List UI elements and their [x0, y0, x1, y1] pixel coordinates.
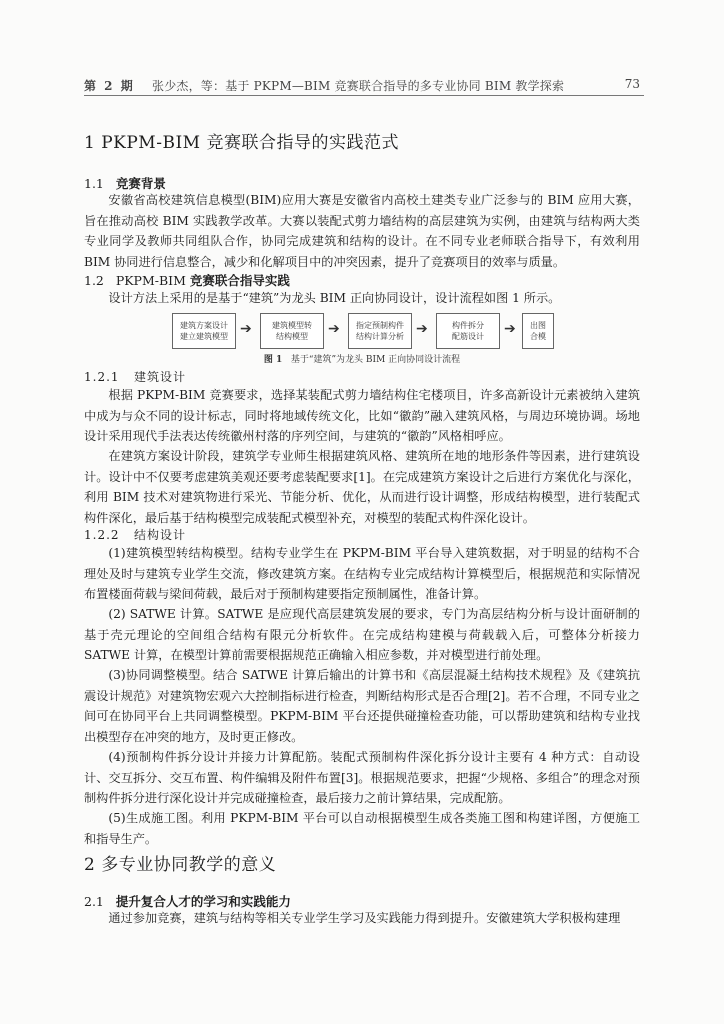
section-2-title: 2 多专业协同教学的意义: [84, 855, 277, 875]
structure-item-4: (4)预制构件拆分设计并接力计算配筋。装配式预制构件深化拆分设计主要有 4 种方式：自动设计、交互拆分、交互布置、构件编辑及附件布置[3]。根据规范要求，把握“少规格、多组合”的理念对预制构件拆分进行深化设计并完成碰撞检查，最后接力之前计算结果，完成配筋。: [84, 750, 640, 805]
flow-step-1: [172, 313, 236, 349]
running-title: 张少杰，等：基于 PKPM—BIM 竞赛联合指导的多专业协同 BIM 教学探索: [152, 79, 565, 93]
paragraph-1-1: 安徽省高校建筑信息模型(BIM)应用大赛是安徽省内高校土建类专业广泛参与的 BIM 应用大赛，旨在推动高校 BIM 实践教学改革。大赛以装配式剪力墙结构的高层建筑为实例，由建筑与结构两大类专业同学及教师共同组队合作，协同完成建筑和结构的设计。在不同专业老师联合指导下，有效利用 BIM 协同进行信息整合，减少和化解项目中的冲突因素，提升了竞赛项目的效率与质量。: [84, 193, 640, 269]
subsection-1-2-heading: [84, 271, 290, 289]
header-rule: [84, 95, 644, 96]
flow-arrow: ➔: [328, 321, 340, 337]
flow-step-line: 结构模型: [276, 332, 308, 341]
structure-item-1: (1)建筑模型转结构模型。结构专业学生在 PKPM-BIM 平台导入建筑数据，对于明显的结构不合理处及时与建筑专业学生交流，修改建筑方案。在结构专业完成结构计算模型后，根据规范和实际情况布置楼面荷载与梁间荷载，最后对于预制构建要指定预制属性，准备计算。: [84, 546, 640, 601]
structure-item-5: (5)生成施工图。利用 PKPM-BIM 平台可以自动根据模型生成各类施工图和构建详图，方便施工和指导生产。: [84, 811, 640, 846]
subsection-title: 提升复合人才的学习和实践能力: [115, 894, 291, 909]
flow-step-3: [348, 313, 412, 349]
flow-step-line: 结构计算分析: [356, 332, 404, 341]
subsection-number: 2.1: [84, 894, 104, 909]
subsection-number: 1.1: [84, 176, 104, 191]
subsection-title-prefix: PKPM-BIM: [115, 273, 186, 288]
flow-step-line: 配筋设计: [452, 332, 484, 341]
flow-step-line: 出图: [530, 321, 546, 330]
design-flow-diagram: [172, 313, 552, 351]
page-number: 73: [624, 77, 640, 91]
subsection-title: 结构设计: [134, 528, 187, 542]
flow-arrow: ➔: [240, 321, 252, 337]
issue-number: 第 2 期: [84, 79, 135, 93]
flow-arrow: ➔: [416, 321, 428, 337]
figure-caption-text: 基于“建筑”为龙头 BIM 正向协同设计流程: [290, 355, 461, 365]
figure-label: 图 1: [263, 355, 283, 365]
paragraph-2-1: 通过参加竞赛，建筑与结构等相关专业学生学习及实践能力得到提升。安徽建筑大学积极构建理: [108, 911, 621, 925]
figure-1-caption: [84, 352, 640, 365]
flow-step-line: 建筑方案设计: [180, 321, 228, 330]
flow-step-line: 建筑模型转: [272, 321, 312, 330]
flow-step-line: 指定预制构件: [356, 321, 404, 330]
flow-step-line: 合模: [530, 332, 546, 341]
structure-item-3: (3)协同调整模型。结合 SATWE 计算后输出的计算书和《高层混凝土结构技术规程》及《建筑抗震设计规范》对建筑物宏观六大控制指标进行检查，判断结构形式是否合理[2]。若不合理，不同专业之间可在协同平台上共同调整模型。PKPM-BIM 平台还提供碰撞检查功能，可以帮助建筑和结构专业找出模型存在冲突的地方，及时更正修改。: [84, 668, 640, 744]
flow-step-line: 建立建筑模型: [180, 332, 228, 341]
subsection-number: 1.2.2: [84, 528, 120, 542]
paragraph-1-2-1-a: 根据 PKPM-BIM 竞赛要求，选择某装配式剪力墙结构住宅楼项目，许多高新设计元素被纳入建筑中成为与众不同的设计标志，同时将地域传统文化，比如“徽韵”融入建筑风格，与周边环境协调。场地设计采用现代手法表达传统徽州村落的序列空间，与建筑的“徽韵”风格相呼应。: [84, 388, 640, 443]
subsection-title: 竞赛背景: [115, 176, 166, 191]
paragraph-1-2: 设计方法上采用的是基于“建筑”为龙头 BIM 正向协同设计，设计流程如图 1 所示。: [108, 291, 561, 305]
flow-step-2: [260, 313, 324, 349]
subsection-number: 1.2: [84, 273, 104, 288]
subsubsection-1-2-1-heading: [84, 368, 186, 385]
section-1-title: 1 PKPM-BIM 竞赛联合指导的实践范式: [84, 133, 399, 153]
subsection-title: 建筑设计: [134, 370, 187, 384]
subsubsection-1-2-2-heading: [84, 526, 186, 543]
paragraph-1-2-1-b: 在建筑方案设计阶段，建筑学专业师生根据建筑风格、建筑所在地的地形条件等因素，进行建筑设计。设计中不仅要考虑建筑美观还要考虑装配要求[1]。在完成建筑方案设计之后进行方案优化与深化，利用 BIM 技术对建筑物进行采光、节能分析、优化，从而进行设计调整，形成结构模型，进行装配式构件深化，最后基于结构模型完成装配式模型补充，对模型的装配式构件深化设计。: [84, 449, 640, 525]
subsection-title: 竞赛联合指导实践: [189, 273, 290, 288]
flow-arrow: ➔: [504, 321, 516, 337]
flow-step-4: [436, 313, 500, 349]
subsection-number: 1.2.1: [84, 370, 120, 384]
flow-step-line: 构件拆分: [452, 321, 484, 330]
running-header: [84, 72, 644, 96]
structure-item-2: (2) SATWE 计算。SATWE 是应现代高层建筑发展的要求，专门为高层结构分析与设计面研制的基于壳元理论的空间组合结构有限元分析软件。在完成结构建模与荷载载入后，可整体分析接力 SATWE 计算，在模型计算前需要根据规范正确输入相应参数，并对模型进行前处理。: [84, 607, 640, 662]
flow-step-5: [522, 313, 554, 349]
